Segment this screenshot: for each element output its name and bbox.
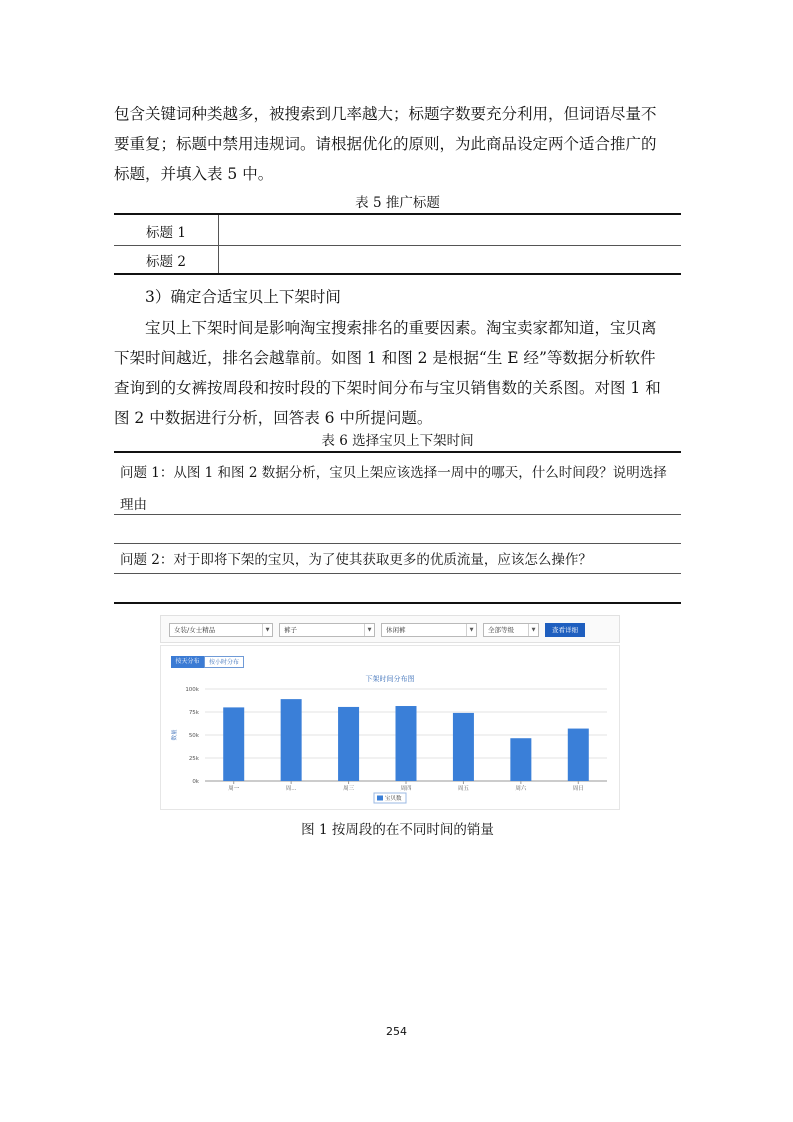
table5-top-rule xyxy=(114,213,681,215)
bar-chart xyxy=(160,615,620,810)
bar xyxy=(396,706,417,781)
table6-top-rule xyxy=(114,451,681,453)
table5-row-label: 标题 1 xyxy=(146,225,186,241)
subcategory-select-value: 裤子 xyxy=(284,626,297,634)
table5-bottom-rule xyxy=(114,273,681,275)
section3-line: 图 2 中数据进行分析，回答表 6 中所提问题。 xyxy=(114,409,433,427)
x-tick-label: 周四 xyxy=(400,786,412,792)
question1-line: 问题 1：从图 1 和图 2 数据分析，宝贝上架应该选择一周中的哪天，什么时间段？说明选择 xyxy=(120,465,667,481)
y-axis-label: 数量 xyxy=(172,729,178,741)
level-select-value: 全部等级 xyxy=(488,626,514,634)
type-select-value: 休闲裤 xyxy=(386,626,406,634)
bar xyxy=(338,707,359,781)
section3-line: 查询到的女裤按周段和按时段的下架时间分布与宝贝销售数的关系图。对图 1 和 xyxy=(114,379,661,397)
table6-divider xyxy=(114,543,681,544)
legend-swatch xyxy=(377,796,383,801)
tab-by-day[interactable]: 按天分布 xyxy=(171,656,204,668)
bar xyxy=(223,707,244,781)
table5-row-divider xyxy=(114,245,681,246)
chevron-down-icon: ▼ xyxy=(466,624,476,636)
x-tick-label: 周日 xyxy=(572,786,584,792)
section3-line: 下架时间越近，排名会越靠前。如图 1 和图 2 是根据“生 E 经”等数据分析软件 xyxy=(114,349,656,367)
bar xyxy=(453,713,474,781)
y-tick-label: 50k xyxy=(188,733,199,739)
table6-caption: 表 6 选择宝贝上下架时间 xyxy=(321,433,474,449)
chevron-down-icon: ▼ xyxy=(528,624,538,636)
section3-line: 宝贝上下架时间是影响淘宝搜索排名的重要因素。淘宝卖家都知道，宝贝离 xyxy=(145,319,657,337)
x-tick-label: 周... xyxy=(285,786,297,792)
chevron-down-icon: ▼ xyxy=(364,624,374,636)
section3-paragraph xyxy=(114,313,679,433)
y-tick-label: 100k xyxy=(185,687,199,693)
table5-column-divider xyxy=(218,215,219,273)
table6-bottom-rule xyxy=(114,602,681,604)
y-tick-label: 75k xyxy=(188,710,199,716)
table6-question1 xyxy=(120,459,680,519)
x-tick-label: 周一 xyxy=(228,786,240,792)
tab-by-hour[interactable]: 按小时分布 xyxy=(204,656,244,668)
intro-paragraph xyxy=(114,99,679,189)
table5-caption: 表 5 推广标题 xyxy=(355,195,440,211)
table6-divider xyxy=(114,573,681,574)
y-tick-label: 25k xyxy=(188,756,199,762)
table5-row-label: 标题 2 xyxy=(146,254,186,270)
table6-divider xyxy=(114,514,681,515)
chart-title: 下架时间分布图 xyxy=(365,675,415,683)
figure-caption: 图 1 按周段的在不同时间的销量 xyxy=(301,822,494,838)
intro-line: 包含关键词种类越多，被搜索到几率越大；标题字数要充分利用，但词语尽量不 xyxy=(114,105,657,123)
y-tick-label: 0k xyxy=(192,779,199,785)
x-tick-label: 周三 xyxy=(343,786,355,792)
view-details-button[interactable]: 查看详细 xyxy=(545,623,585,637)
intro-line: 要重复；标题中禁用违规词。请根据优化的原则，为此商品设定两个适合推广的 xyxy=(114,135,657,153)
chevron-down-icon: ▼ xyxy=(262,624,272,636)
category-select-value: 女装/女士精品 xyxy=(174,626,216,634)
sales-chart-screenshot xyxy=(160,615,620,810)
legend-label: 宝贝数 xyxy=(385,796,402,802)
bar xyxy=(568,729,589,781)
x-tick-label: 周六 xyxy=(515,786,527,792)
bar xyxy=(510,738,531,781)
x-tick-label: 周五 xyxy=(457,786,469,792)
bar xyxy=(281,699,302,781)
question1-line: 理由 xyxy=(120,497,147,513)
page-number: 254 xyxy=(386,1025,407,1038)
section3-heading: 3）确定合适宝贝上下架时间 xyxy=(145,288,341,306)
intro-line: 标题，并填入表 5 中。 xyxy=(114,165,274,183)
table6-question2: 问题 2：对于即将下架的宝贝，为了使其获取更多的优质流量，应该怎么操作？ xyxy=(120,552,592,568)
